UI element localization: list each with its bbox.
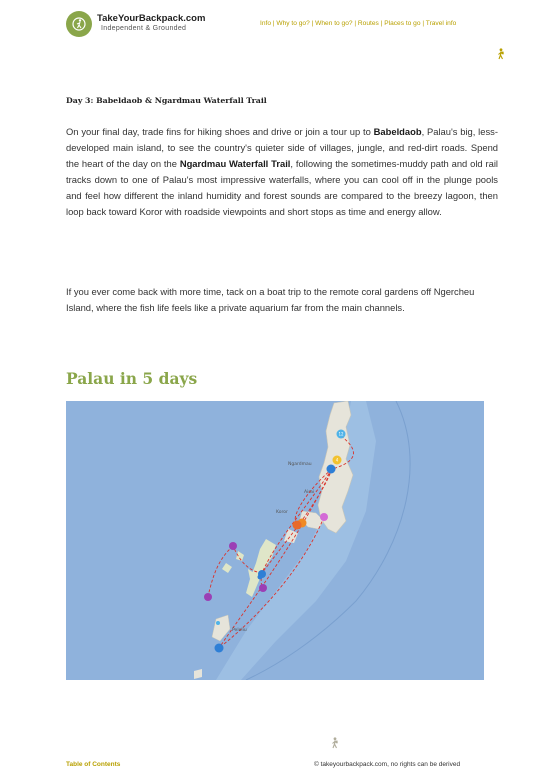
- svg-text:Airai: Airai: [304, 490, 315, 495]
- paragraph-day3: [66, 124, 498, 220]
- route-map[interactable]: [66, 401, 484, 680]
- map-marker[interactable]: [204, 593, 212, 601]
- nav-travel-info[interactable]: Travel info: [425, 20, 457, 27]
- page-header: [0, 0, 550, 40]
- map-marker[interactable]: [293, 521, 302, 530]
- globe-hiker-icon: [71, 16, 87, 32]
- nav-routes[interactable]: Routes: [357, 20, 379, 27]
- table-of-contents-link[interactable]: Table of Contents: [66, 761, 121, 768]
- nav-why-to-go[interactable]: Why to go?: [276, 20, 310, 27]
- hiker-icon: [496, 47, 506, 65]
- section-title: Palau in 5 days: [66, 369, 198, 388]
- nav-places-to-go[interactable]: Places to go: [384, 20, 421, 27]
- bold-babeldaob: Babeldaob: [373, 126, 422, 137]
- paragraph-extra: If you ever come back with more time, tack on a boat trip to the remote coral gardens off Ngercheu Island, where the fish life feels like a private aquarium far from the main channels.: [66, 286, 475, 313]
- logo-icon[interactable]: [66, 11, 92, 37]
- bold-waterfall-trail: Ngardmau Waterfall Trail: [179, 158, 291, 169]
- brand-tagline: Independent & Grounded: [101, 25, 187, 32]
- footer-rights: © takeyourbackpack.com, no rights can be derived: [314, 761, 461, 768]
- map-marker[interactable]: [216, 621, 220, 625]
- map-canvas: [66, 401, 484, 680]
- map-marker[interactable]: [333, 456, 342, 465]
- map-marker[interactable]: [337, 430, 346, 439]
- map-marker[interactable]: [327, 465, 336, 474]
- map-marker[interactable]: [320, 513, 328, 521]
- svg-text:Peleliu: Peleliu: [232, 628, 247, 633]
- map-marker[interactable]: [259, 584, 267, 592]
- top-nav: Info | Why to go? | When to go? | Routes | Places to go | Travel info: [260, 20, 457, 27]
- marker-label: 12: [338, 431, 344, 437]
- svg-text:Koror: Koror: [276, 510, 288, 515]
- map-marker[interactable]: [215, 644, 224, 653]
- brand-name[interactable]: TakeYourBackpack.com: [97, 13, 206, 24]
- svg-text:Ngardmau: Ngardmau: [288, 462, 312, 467]
- text-run: , Palau's big, less-developed main island, to see the country's quieter side of villages, jungle, and red-dirt roads. Spend the heart of the day on the: [66, 126, 498, 169]
- marker-label: 4: [335, 457, 339, 463]
- map-marker[interactable]: [258, 575, 263, 580]
- hiker-icon: [330, 736, 340, 754]
- map-marker[interactable]: [229, 542, 237, 550]
- day-heading: Day 3: Babeldaob & Ngardmau Waterfall Trail: [66, 96, 267, 105]
- text-run: , following the sometimes-muddy path and old rail tracks down to one of Palau's most impressive waterfalls, where you can cool off in the plunge pools and feel how different the inland humidity and forest sounds are compared to the breezy lagoon, then loop back toward Koror with roadside viewpoints and short stops as time and energy allow.: [66, 158, 498, 217]
- nav-when-to-go[interactable]: When to go?: [315, 20, 353, 27]
- nav-info[interactable]: Info: [260, 20, 271, 27]
- text-run: On your final day, trade fins for hiking shoes and drive or join a tour up to: [66, 126, 374, 137]
